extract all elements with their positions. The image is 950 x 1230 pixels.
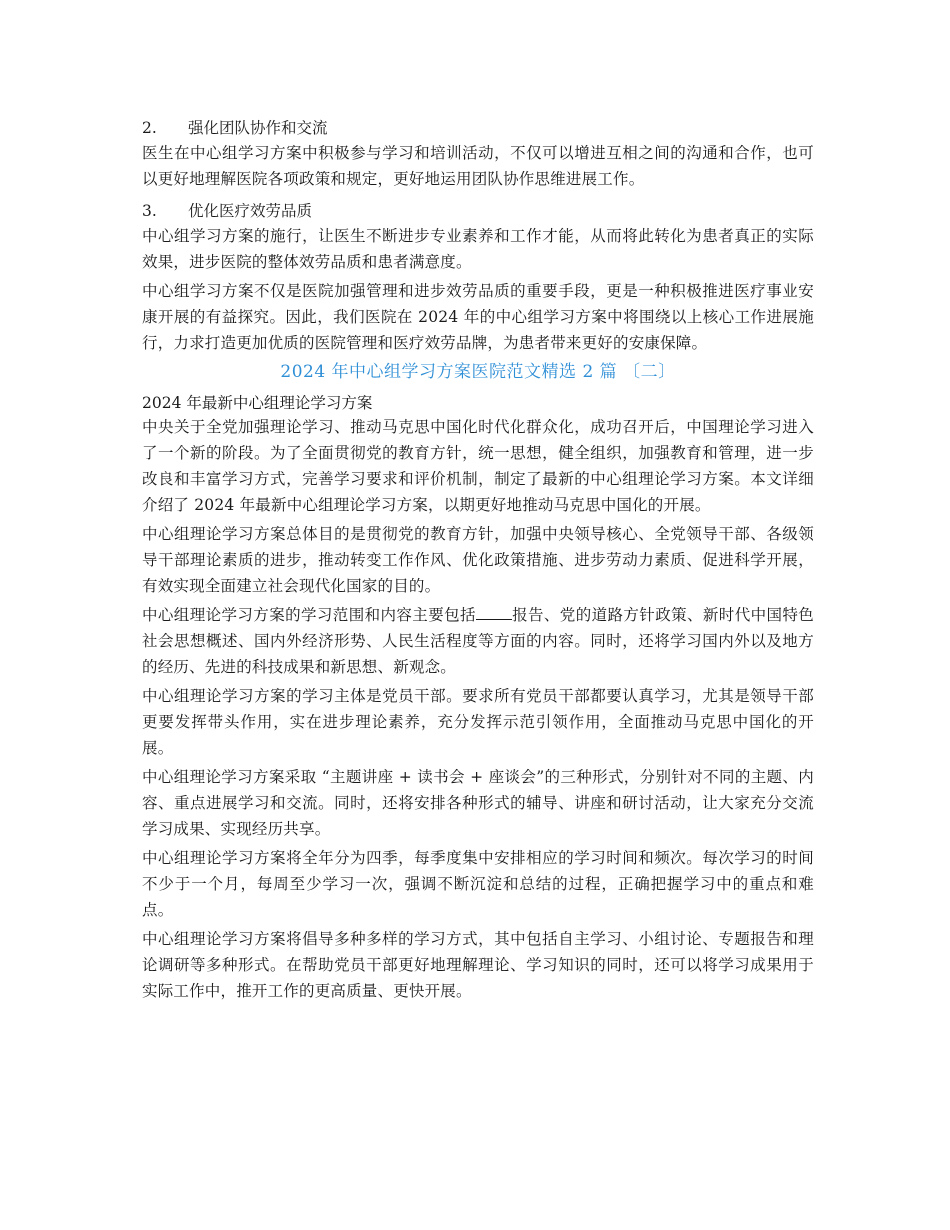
document-page (142, 116, 814, 1007)
paragraph-subject: 中心组理论学习方案的学习主体是党员干部。要求所有党员干部都要认真学习，尤其是领导干部更要发挥带头作用，实在进步理论素养，充分发挥示范引领作用，全面推动马克思中国化的开展。 (142, 687, 814, 757)
item-2-heading-text: 强化团队协作和交流 (188, 119, 328, 137)
blank-underline (476, 605, 512, 620)
conclusion-paragraph: 中心组学习方案不仅是医院加强管理和进步效劳品质的重要手段，更是一种积极推进医疗事业安康开展的有益探究。因此，我们医院在 2024 年的中心组学习方案中将围绕以上核心工作进展施行，力求打造更加优质的医院管理和医疗效劳品牌，为患者带来更好的安康保障。 (142, 282, 814, 352)
paragraph-methods: 中心组理论学习方案将倡导多种多样的学习方式，其中包括自主学习、小组讨论、专题报告和理论调研等多种形式。在帮助党员干部更好地理解理论、学习知识的同时，还可以将学习成果用于实际工作中，推开工作的更高质量、更快开展。 (142, 930, 814, 1000)
paragraph-scope (142, 602, 814, 680)
item-2-number: 2. (142, 119, 157, 137)
item-3-number: 3. (142, 202, 157, 220)
paragraph-intro: 中央关于全党加强理论学习、推动马克思中国化时代化群众化，成功召开后，中国理论学习进入了一个新的阶段。为了全面贯彻党的教育方针，统一思想，健全组织，加强教育和管理，进一步改良和丰富学习方式，完善学习要求和评价机制，制定了最新的中心组理论学习方案。本文详细介绍了 2024 年最新中心组理论学习方案，以期更好地推动马克思中国化的开展。 (142, 418, 814, 514)
paragraph-schedule: 中心组理论学习方案将全年分为四季，每季度集中安排相应的学习时间和频次。每次学习的时间不少于一个月，每周至少学习一次，强调不断沉淀和总结的过程，正确把握学习中的重点和难点。 (142, 849, 814, 919)
section-title: 2024 年中心组学习方案医院范文精选 2 篇 〔二〕 (280, 362, 676, 382)
section-subheading: 2024 年最新中心组理论学习方案 (142, 394, 373, 412)
paragraph-scope-start: 中心组理论学习方案的学习范围和内容主要包括 (142, 606, 476, 624)
item-2-paragraph: 医生在中心组学习方案中积极参与学习和培训活动，不仅可以增进互相之间的沟通和合作，也可以更好地理解医院各项政策和规定，更好地运用团队协作思维进展工作。 (142, 144, 814, 188)
item-2-heading (142, 116, 814, 140)
paragraph-goal: 中心组理论学习方案总体目的是贯彻党的教育方针，加强中央领导核心、全党领导干部、各级领导干部理论素质的进步，推动转变工作作风、优化政策措施、进步劳动力素质、促进科学开展，有效实现全面建立社会现代化国家的目的。 (142, 525, 814, 595)
item-3-paragraph: 中心组学习方案的施行，让医生不断进步专业素养和工作才能，从而将此转化为患者真正的实际效果，进步医院的整体效劳品质和患者满意度。 (142, 227, 814, 271)
paragraph-format: 中心组理论学习方案采取 “主题讲座 + 读书会 + 座谈会”的三种形式，分别针对不同的主题、内容、重点进展学习和交流。同时，还将安排各种形式的辅导、讲座和研讨活动，让大家充分交流学习成果、实现经历共享。 (142, 768, 814, 838)
paragraph-scope-end: 报告、党的道路方针政策、新时代中国特色社会思想概述、国内外经济形势、人民生活程度等方面的内容。同时，还将学习国内外以及地方的经历、先进的科技成果和新思想、新观念。 (142, 606, 815, 676)
item-3-heading (142, 199, 814, 223)
item-3-heading-text: 优化医疗效劳品质 (188, 202, 313, 220)
